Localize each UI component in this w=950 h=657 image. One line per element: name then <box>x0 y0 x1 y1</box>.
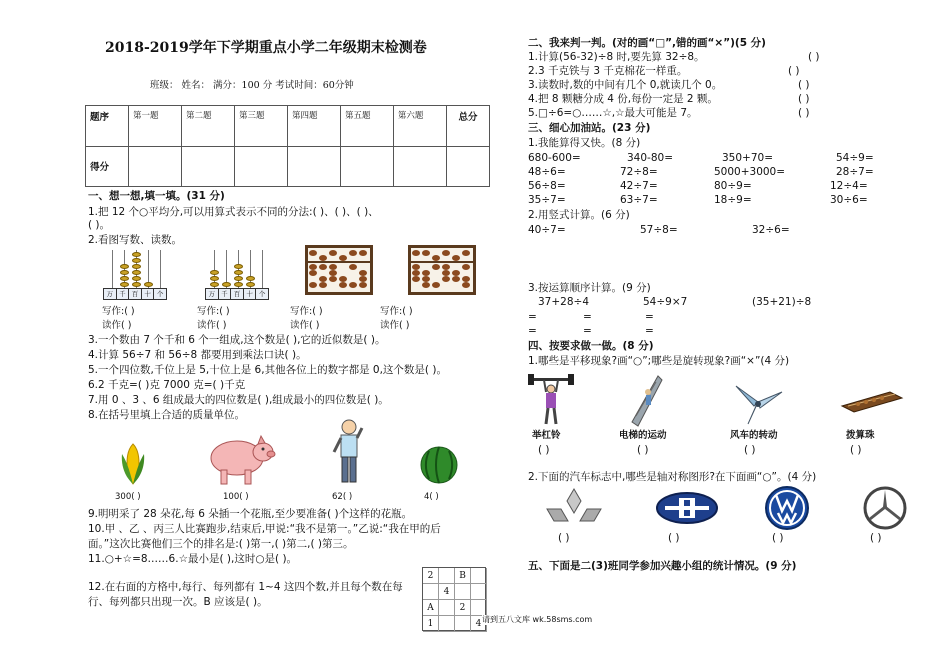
grid-cell <box>471 600 487 616</box>
read-label: 读作( ) <box>380 320 410 331</box>
vertical-item: 32÷6= <box>752 224 790 236</box>
volkswagen-logo-icon <box>764 485 810 531</box>
section3-sub3: 3.按运算顺序计算。(9 分) <box>528 282 651 294</box>
table-cell: 第三题 <box>234 106 287 147</box>
grid-cell: 4 <box>439 584 455 600</box>
section4-sub2: 2.下面的汽车标志中,哪些是轴对称图形?在下面画“○”。(4 分) <box>528 471 817 483</box>
oral-item: 680-600= <box>528 152 581 164</box>
oral-item: 72÷8= <box>620 166 658 178</box>
oral-item: 28÷7= <box>836 166 874 178</box>
place-label: 百 <box>129 289 142 299</box>
score-table-header-row <box>86 106 490 147</box>
place-label: 万 <box>104 289 117 299</box>
page-title: 2018-2019学年下学期重点小学二年级期末检测卷 <box>105 40 427 56</box>
score-input[interactable] <box>340 146 393 187</box>
watermark: 请到五八文库 wk.58sms.com <box>482 615 593 624</box>
oral-item: 350+70= <box>722 152 773 164</box>
question-9: 9.明明采了 28 朵花,每 6 朵插一个花瓶,至少要准备( )个这样的花瓶。 <box>88 508 413 520</box>
answer-paren[interactable]: ( ) <box>668 532 680 544</box>
grid-cell: 2 <box>423 568 439 584</box>
grid-cell: B <box>455 568 471 584</box>
place-label: 十 <box>142 289 155 299</box>
oral-item: 12÷4= <box>830 180 868 192</box>
section3-sub1: 1.我能算得又快。(8 分) <box>528 137 641 149</box>
abacus-icon <box>840 388 904 414</box>
grid-cell <box>439 600 455 616</box>
mass-label: 300( ) <box>115 492 141 502</box>
judge-item: 5.□÷6=○……☆,☆最大可能是 7。 <box>528 107 698 119</box>
question-7: 7.用 0 、3 、6 组成最大的四位数是( ),组成最小的四位数是( )。 <box>88 394 389 406</box>
question-4: 4.计算 56÷7 和 56÷8 都要用到乘法口诀( )。 <box>88 349 307 361</box>
section1-heading: 一、想一想,填一填。(31 分) <box>88 190 225 202</box>
pic-label: 拨算珠 <box>846 430 875 441</box>
question-11: 11.○+☆=8……6.☆最小是( ),这时○是( )。 <box>88 553 298 565</box>
answer-paren[interactable]: ( ) <box>798 107 810 119</box>
equals-sign: = <box>583 311 592 323</box>
vertical-item: 40÷7= <box>528 224 566 236</box>
place-label: 千 <box>219 289 232 299</box>
score-input[interactable] <box>287 146 340 187</box>
judge-item: 4.把 8 颗糖分成 4 份,每份一定是 2 颗。 <box>528 93 718 105</box>
oral-item: 63÷7= <box>620 194 658 206</box>
mass-label: 4( ) <box>424 492 439 502</box>
question-6: 6.2 千克=( )克 7000 克=( )千克 <box>88 379 246 391</box>
grid-cell: 4 <box>471 616 487 632</box>
equals-sign: = <box>645 325 654 337</box>
question-8: 8.在括号里填上合适的质量单位。 <box>88 409 246 421</box>
write-label: 写作:( ) <box>102 306 135 317</box>
answer-paren[interactable]: ( ) <box>637 444 649 456</box>
equals-sign: = <box>528 325 537 337</box>
corn-icon <box>118 440 148 488</box>
watermelon-icon <box>420 445 458 485</box>
score-input[interactable] <box>234 146 287 187</box>
oral-item: 54÷9= <box>836 152 874 164</box>
read-label: 读作( ) <box>197 320 227 331</box>
grid-cell <box>439 568 455 584</box>
boy-icon <box>332 418 366 486</box>
suanpan-beads-icon <box>308 248 370 292</box>
pic-label: 电梯的运动 <box>619 430 667 441</box>
place-label: 个 <box>258 290 266 298</box>
suanpan-frame-1 <box>305 245 373 295</box>
score-input[interactable] <box>129 146 182 187</box>
grid-cell <box>455 616 471 632</box>
table-cell: 得分 <box>86 146 129 187</box>
judge-item: 3.读数时,数的中间有几个 0,就读几个 0。 <box>528 79 723 91</box>
weightlifter-icon <box>528 374 574 426</box>
read-label: 读作( ) <box>290 320 320 331</box>
section4-sub1: 1.哪些是平移现象?画“○”;哪些是旋转现象?画“×”(4 分) <box>528 355 790 367</box>
grid-cell <box>455 584 471 600</box>
question-5: 5.一个四位数,千位上是 5,十位上是 6,其他各位上的数字都是 0,这个数是( )。 <box>88 364 447 376</box>
answer-paren[interactable]: ( ) <box>870 532 882 544</box>
order-item: 54÷9×7 <box>643 296 688 308</box>
latin-square-grid <box>422 567 486 631</box>
place-label: 十 <box>244 289 257 299</box>
mitsubishi-logo-icon <box>543 487 605 529</box>
write-label: 写作:( ) <box>197 306 230 317</box>
write-label: 写作:( ) <box>290 306 323 317</box>
table-cell: 题序 <box>86 106 129 147</box>
answer-paren[interactable]: ( ) <box>798 93 810 105</box>
vertical-item: 57÷8= <box>640 224 678 236</box>
score-input[interactable] <box>446 146 489 187</box>
mass-label: 100( ) <box>223 492 249 502</box>
answer-paren[interactable]: ( ) <box>850 444 862 456</box>
grid-cell: 1 <box>423 616 439 632</box>
place-label: 百 <box>231 289 244 299</box>
escalator-icon <box>628 372 664 428</box>
question-3: 3.一个数由 7 个千和 6 个一组成,这个数是( ),它的近似数是( )。 <box>88 334 386 346</box>
section3-heading: 三、细心加油站。(23 分) <box>528 122 651 134</box>
judge-item: 2.3 千克铁与 3 千克棉花一样重。 <box>528 65 688 77</box>
answer-paren[interactable]: ( ) <box>538 444 550 456</box>
judge-item: 1.计算(56-32)÷8 时,要先算 32÷8。 <box>528 51 705 63</box>
table-cell: 总分 <box>446 106 489 147</box>
place-label: 个 <box>156 290 164 298</box>
section3-sub2: 2.用竖式计算。(6 分) <box>528 209 630 221</box>
score-table-score-row <box>86 146 490 187</box>
table-cell: 第一题 <box>129 106 182 147</box>
oral-item: 48÷6= <box>528 166 566 178</box>
answer-paren[interactable]: ( ) <box>744 444 756 456</box>
oral-item: 56÷8= <box>528 180 566 192</box>
grid-cell: A <box>423 600 439 616</box>
section5-heading: 五、下面是二(3)班同学参加兴趣小组的统计情况。(9 分) <box>528 560 797 572</box>
table-cell: 第五题 <box>340 106 393 147</box>
grid-cell <box>439 616 455 632</box>
score-input[interactable] <box>393 146 446 187</box>
oral-item: 80÷9= <box>714 180 752 192</box>
question-10: 10.甲 、乙 、丙三人比赛跑步,结束后,甲说:“我不是第一。”乙说:“我在甲的后 <box>88 523 441 535</box>
pic-label: 风车的转动 <box>730 430 778 441</box>
answer-paren[interactable]: ( ) <box>558 532 570 544</box>
table-cell: 第二题 <box>181 106 234 147</box>
write-label: 写作:( ) <box>380 306 413 317</box>
score-table <box>85 105 490 187</box>
faw-logo-icon <box>655 490 719 526</box>
place-label: 万 <box>206 289 219 299</box>
section4-heading: 四、按要求做一做。(8 分) <box>528 340 654 352</box>
equals-sign: = <box>583 325 592 337</box>
grid-cell: 2 <box>455 600 471 616</box>
mercedes-logo-icon <box>862 485 908 531</box>
pig-icon <box>205 428 277 488</box>
answer-paren[interactable]: ( ) <box>808 51 820 63</box>
equals-sign: = <box>645 311 654 323</box>
answer-paren[interactable]: ( ) <box>788 65 800 77</box>
grid-cell <box>471 584 487 600</box>
place-label: 千 <box>117 289 130 299</box>
section2-heading: 二、我来判一判。(对的画“□”,错的画“×”)(5 分) <box>528 37 766 49</box>
oral-item: 42÷7= <box>620 180 658 192</box>
question-1: 1.把 12 个○平均分,可以用算式表示不同的分法:( )、( )、( )、 <box>88 206 379 218</box>
windmill-icon <box>730 380 786 430</box>
oral-item: 5000+3000= <box>714 166 786 178</box>
read-label: 读作( ) <box>102 320 132 331</box>
pic-label: 举杠铃 <box>532 430 561 441</box>
order-item: (35+21)÷8 <box>752 296 812 308</box>
oral-item: 35÷7= <box>528 194 566 206</box>
question-12-cont: 行、每列都只出现一次。B 应该是( )。 <box>88 596 268 608</box>
question-10-cont: 面。”这次比赛他们三个的排名是:( )第一,( )第二,( )第三。 <box>88 538 354 550</box>
oral-item: 30÷6= <box>830 194 868 206</box>
grid-cell <box>423 584 439 600</box>
grid-cell <box>471 568 487 584</box>
table-cell: 第六题 <box>393 106 446 147</box>
exam-info: 班级： 姓名： 满分：100 分 考试时间：60分钟 <box>150 80 354 91</box>
equals-sign: = <box>528 311 537 323</box>
mass-label: 62( ) <box>332 492 353 502</box>
table-cell: 第四题 <box>287 106 340 147</box>
question-1-cont: ( )。 <box>88 219 111 231</box>
oral-item: 340-80= <box>627 152 673 164</box>
suanpan-beads-icon <box>411 248 473 292</box>
order-item: 37+28÷4 <box>538 296 589 308</box>
question-2: 2.看图写数、读数。 <box>88 234 183 246</box>
answer-paren[interactable]: ( ) <box>772 532 784 544</box>
score-input[interactable] <box>181 146 234 187</box>
answer-paren[interactable]: ( ) <box>798 79 810 91</box>
oral-item: 18÷9= <box>714 194 752 206</box>
question-12: 12.在右面的方格中,每行、每列都有 1~4 这四个数,并且每个数在每 <box>88 581 403 593</box>
suanpan-frame-2 <box>408 245 476 295</box>
